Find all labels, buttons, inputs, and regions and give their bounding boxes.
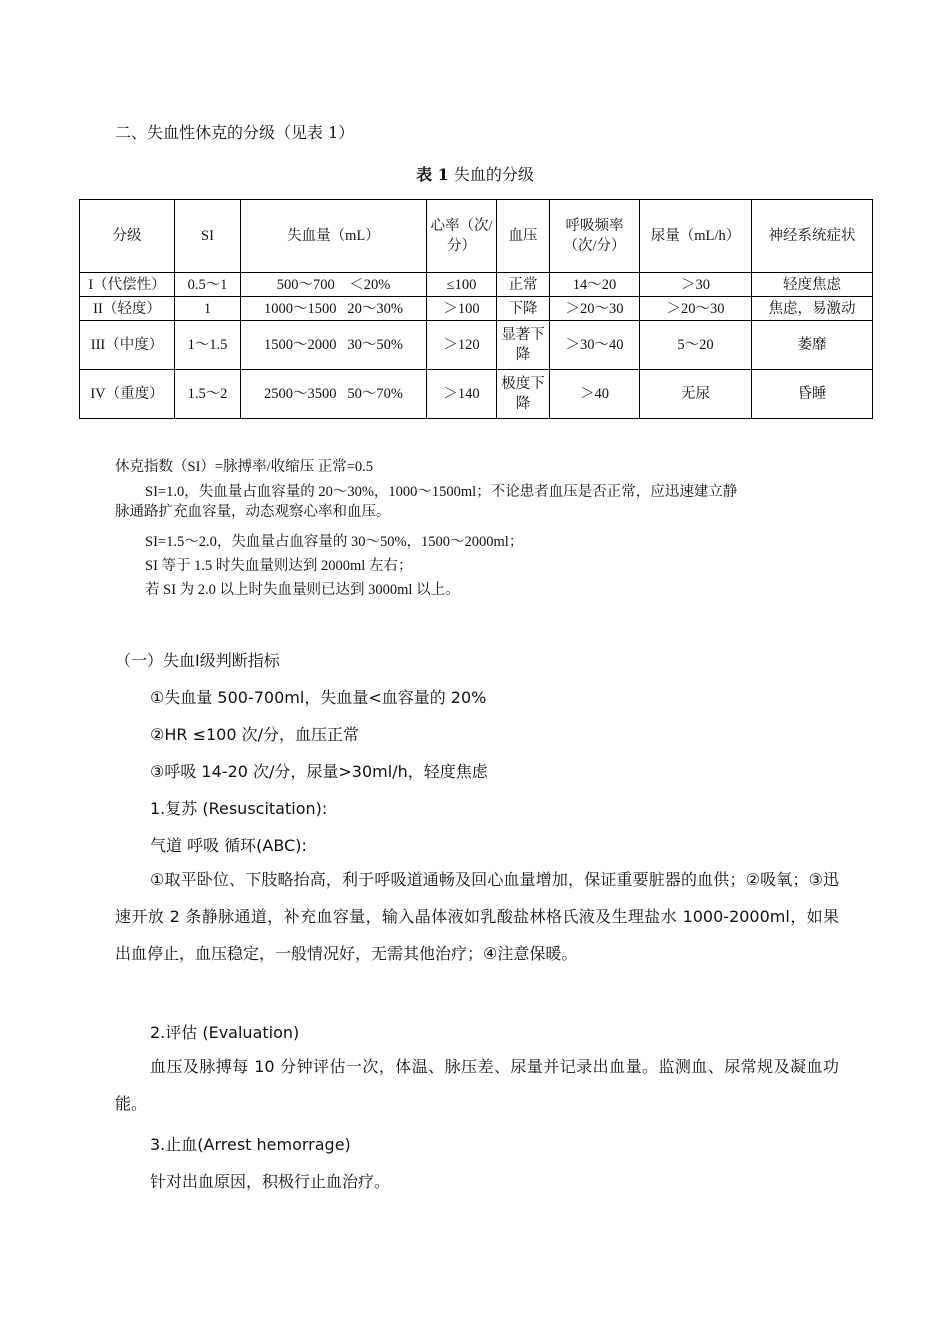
header-resp-rate: 呼吸频率（次/分） [550, 200, 640, 273]
cell-si: 1～1.5 [175, 321, 241, 370]
cell-blood-pressure: 显著下降 [497, 321, 550, 370]
cell-urine: ＞30 [640, 273, 752, 297]
cell-loss-ml: 2500～3500 [264, 386, 337, 402]
si-1-note-line2: 脉通路扩充血容量，动态观察心率和血压。 [115, 504, 391, 520]
si-2-note: 若 SI 为 2.0 以上时失血量则已达到 3000ml 以上。 [145, 582, 460, 598]
cell-grade: IV（重度） [80, 370, 175, 419]
cell-blood-loss [241, 370, 427, 419]
table-caption [0, 162, 950, 185]
si-1-note [115, 482, 845, 522]
header-blood-pressure: 血压 [497, 200, 550, 273]
table-row [80, 297, 873, 321]
resuscitation-paragraph: ①取平卧位、下肢略抬高，利于呼吸道通畅及回心血量增加，保证重要脏器的血供；②吸氧；③迅速开放 2 条静脉通道，补充血容量，输入晶体液如乳酸盐林格氏液及生理盐水 1000-2000ml，如果出血停止，血压稳定，一般情况好，无需其他治疗；④注意保暖。 [115, 870, 839, 963]
cell-loss-pct: 30～50% [347, 337, 403, 353]
hemostasis-paragraph: 针对出血原因，积极行止血治疗。 [150, 1172, 391, 1191]
cell-resp-rate: ＞40 [550, 370, 640, 419]
table-row [80, 273, 873, 297]
cell-resp-rate: ＞20～30 [550, 297, 640, 321]
cell-urine: 无尿 [640, 370, 752, 419]
cell-blood-pressure: 正常 [497, 273, 550, 297]
criterion-3: ③呼吸 14-20 次/分，尿量>30ml/h，轻度焦虑 [150, 762, 488, 781]
header-urine: 尿量（mL/h） [640, 200, 752, 273]
table-row [80, 321, 873, 370]
cell-loss-pct: ＜20% [349, 276, 391, 293]
cell-loss-ml: 1500～2000 [264, 337, 337, 353]
cell-grade: II（轻度） [80, 297, 175, 321]
cell-neuro: 轻度焦虑 [752, 273, 873, 297]
cell-resp-rate: 14～20 [550, 273, 640, 297]
evaluation-paragraph: 血压及脉搏每 10 分钟评估一次，体温、脉压差、尿量并记录出血量。监测血、尿常规及凝血功能。 [115, 1057, 839, 1113]
cell-heart-rate: ＞120 [427, 321, 497, 370]
table-caption-text: 失血的分级 [448, 165, 534, 184]
cell-si: 0.5～1 [175, 273, 241, 297]
cell-grade: III（中度） [80, 321, 175, 370]
cell-resp-rate: ＞30～40 [550, 321, 640, 370]
cell-blood-loss [241, 297, 427, 321]
cell-urine: ＞20～30 [640, 297, 752, 321]
cell-heart-rate: ＞100 [427, 297, 497, 321]
table-row [80, 370, 873, 419]
cell-blood-loss [241, 321, 427, 370]
section-title: 二、失血性休克的分级（见表 1） [115, 123, 355, 142]
cell-loss-pct: 50～70% [347, 386, 403, 402]
si-definition: 休克指数（SI）=脉搏率/收缩压 正常=0.5 [115, 459, 374, 475]
header-neuro: 神经系统症状 [752, 200, 873, 273]
cell-loss-pct: 20～30% [347, 300, 403, 317]
si-15-threshold-note: SI 等于 1.5 时失血量则达到 2000ml 左右； [145, 558, 413, 574]
cell-blood-loss [241, 273, 427, 297]
header-blood-loss: 失血量（mL） [241, 200, 427, 273]
cell-neuro: 昏睡 [752, 370, 873, 419]
cell-blood-pressure: 极度下降 [497, 370, 550, 419]
cell-loss-ml: 1000～1500 [264, 300, 337, 317]
table-number: 表 1 [416, 165, 449, 184]
si-15-note: SI=1.5～2.0，失血量占血容量的 30～50%，1500～2000ml； [145, 534, 524, 550]
step-resuscitation: 1.复苏 (Resuscitation): [150, 799, 328, 818]
grade-1-subtitle: （一）失血Ⅰ级判断指标 [115, 651, 280, 670]
cell-si: 1 [175, 297, 241, 321]
abc-heading: 气道 呼吸 循环(ABC): [150, 836, 307, 855]
header-si: SI [175, 200, 241, 273]
cell-grade: I（代偿性） [80, 273, 175, 297]
cell-heart-rate: ＞140 [427, 370, 497, 419]
cell-blood-pressure: 下降 [497, 297, 550, 321]
cell-neuro: 萎靡 [752, 321, 873, 370]
si-1-note-line1: SI=1.0，失血量占血容量的 20～30%，1000～1500ml；不论患者血压是否正常，应迅速建立静 [145, 484, 738, 500]
header-grade: 分级 [80, 200, 175, 273]
criterion-2: ②HR ≤100 次/分，血压正常 [150, 725, 360, 744]
blood-loss-grade-table [79, 199, 873, 419]
cell-neuro: 焦虑，易激动 [752, 297, 873, 321]
cell-si: 1.5～2 [175, 370, 241, 419]
cell-heart-rate: ≤100 [427, 273, 497, 297]
table-header-row [80, 200, 873, 273]
step-hemostasis: 3.止血(Arrest hemorrage) [150, 1135, 351, 1154]
criterion-1: ①失血量 500-700ml，失血量<血容量的 20% [150, 688, 487, 707]
step-evaluation: 2.评估 (Evaluation) [150, 1023, 300, 1042]
cell-loss-ml: 500～700 [276, 276, 335, 293]
cell-urine: 5～20 [640, 321, 752, 370]
header-heart-rate: 心率（次/分） [427, 200, 497, 273]
